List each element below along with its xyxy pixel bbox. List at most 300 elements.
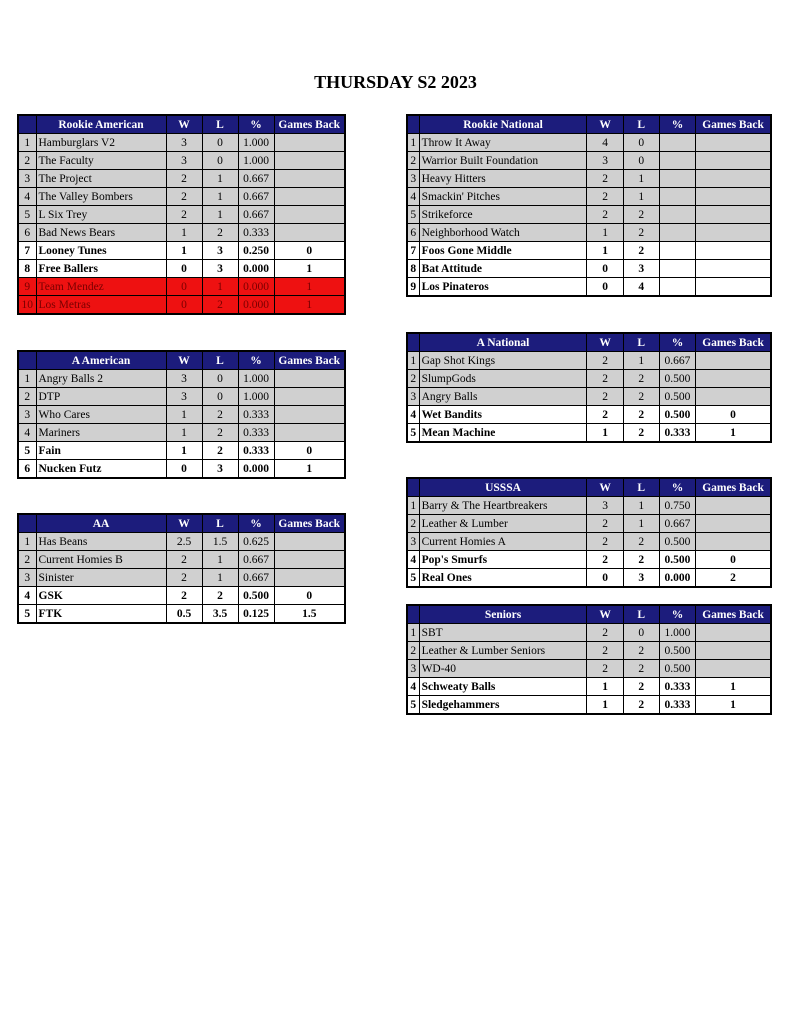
table-row [407,624,771,642]
team-name-cell: Free Ballers [36,260,166,278]
rank-cell: 1 [407,497,419,515]
standings-table-a-american [17,350,346,479]
table-row [407,660,771,678]
losses-header: L [202,514,238,533]
table-row [407,696,771,715]
table-row [18,388,345,406]
wins-cell: 1 [166,424,202,442]
pct-cell: 0.750 [659,497,695,515]
table-row [18,370,345,388]
pct-cell: 0.333 [659,424,695,443]
division-name: AA [36,514,166,533]
games-back-cell [696,188,771,206]
division-name: Seniors [419,605,587,624]
losses-cell: 2 [623,660,659,678]
games-back-cell [696,152,771,170]
pct-cell: 1.000 [659,624,695,642]
games-back-cell: 1 [274,296,345,315]
losses-cell: 1 [202,188,238,206]
wins-cell: 3 [587,497,623,515]
losses-cell: 2 [623,206,659,224]
table-row [407,134,771,152]
games-back-cell: 0 [696,406,771,424]
table-row [407,497,771,515]
games-back-cell: 0 [274,442,345,460]
header-rank-cell [18,514,36,533]
team-name-cell: Pop's Smurfs [419,551,587,569]
pct-cell: 0.667 [238,569,274,587]
table-row [407,551,771,569]
rank-cell: 6 [407,224,419,242]
losses-cell: 0 [623,624,659,642]
losses-cell: 1 [623,515,659,533]
rank-cell: 2 [407,642,419,660]
games-back-cell [696,260,771,278]
pct-cell: 0.500 [659,551,695,569]
team-name-cell: Barry & The Heartbreakers [419,497,587,515]
team-name-cell: Smackin' Pitches [419,188,587,206]
losses-cell: 1 [202,551,238,569]
pct-cell: 0.250 [238,242,274,260]
pct-cell: 0.500 [659,370,695,388]
wins-cell: 1 [166,242,202,260]
rank-cell: 5 [18,442,36,460]
losses-cell: 0 [202,388,238,406]
wins-cell: 0 [166,296,202,315]
table-row [407,370,771,388]
losses-cell: 2 [623,642,659,660]
wins-cell: 3 [166,134,202,152]
wins-header: W [166,514,202,533]
losses-cell: 2 [623,406,659,424]
team-name-cell: Sinister [36,569,166,587]
team-name-cell: WD-40 [419,660,587,678]
losses-cell: 0 [623,134,659,152]
wins-cell: 1 [587,242,623,260]
games-back-cell [696,278,771,297]
games-back-cell: 1 [696,424,771,443]
team-name-cell: Warrior Built Foundation [419,152,587,170]
pct-cell: 1.000 [238,134,274,152]
pct-cell: 0.667 [659,515,695,533]
losses-header: L [202,115,238,134]
rank-cell: 6 [18,224,36,242]
wins-cell: 2 [587,406,623,424]
standings-table-aa [17,513,346,624]
rank-cell: 5 [18,206,36,224]
table-row [18,188,345,206]
team-name-cell: Who Cares [36,406,166,424]
pct-header: % [659,478,695,497]
table-row [18,424,345,442]
team-name-cell: DTP [36,388,166,406]
team-name-cell: L Six Trey [36,206,166,224]
team-name-cell: Strikeforce [419,206,587,224]
pct-cell: 0.000 [238,460,274,479]
table-row [18,442,345,460]
games-back-header: Games Back [274,351,345,370]
wins-cell: 2 [587,551,623,569]
games-back-cell [696,352,771,370]
header-rank-cell [407,115,419,134]
losses-cell: 2 [202,406,238,424]
rank-cell: 10 [18,296,36,315]
games-back-cell [696,515,771,533]
games-back-cell [274,206,345,224]
pct-cell: 0.000 [238,260,274,278]
losses-cell: 3 [202,460,238,479]
header-row [407,478,771,497]
losses-cell: 2 [623,242,659,260]
pct-cell: 0.500 [659,660,695,678]
games-back-cell: 0 [274,587,345,605]
wins-header: W [166,351,202,370]
wins-cell: 0 [166,260,202,278]
header-rank-cell [18,351,36,370]
pct-cell [659,134,695,152]
games-back-cell [274,134,345,152]
table-row [407,678,771,696]
header-rank-cell [18,115,36,134]
header-rank-cell [407,605,419,624]
pct-cell: 1.000 [238,388,274,406]
table-row [18,260,345,278]
rank-cell: 1 [407,134,419,152]
losses-cell: 3 [623,260,659,278]
rank-cell: 2 [407,515,419,533]
rank-cell: 7 [407,242,419,260]
wins-cell: 2 [587,206,623,224]
team-name-cell: Leather & Lumber [419,515,587,533]
pct-cell [659,278,695,297]
pct-header: % [238,514,274,533]
team-name-cell: Heavy Hitters [419,170,587,188]
games-back-cell: 1.5 [274,605,345,624]
wins-header: W [587,478,623,497]
table-row [407,170,771,188]
pct-cell: 0.333 [659,696,695,715]
rank-cell: 7 [18,242,36,260]
rank-cell: 4 [18,424,36,442]
games-back-cell [696,206,771,224]
table-row [18,605,345,624]
wins-cell: 2 [587,370,623,388]
team-name-cell: Wet Bandits [419,406,587,424]
pct-header: % [659,333,695,352]
header-row [18,514,345,533]
rank-cell: 4 [407,406,419,424]
wins-cell: 2 [587,660,623,678]
table-row [18,587,345,605]
wins-cell: 2 [166,551,202,569]
wins-cell: 2 [587,170,623,188]
rank-cell: 1 [407,352,419,370]
rank-cell: 2 [18,551,36,569]
header-rank-cell [407,478,419,497]
team-name-cell: Team Mendez [36,278,166,296]
pct-header: % [659,605,695,624]
rank-cell: 5 [407,696,419,715]
losses-header: L [623,605,659,624]
pct-cell [659,188,695,206]
games-back-cell: 2 [696,569,771,588]
pct-cell: 0.333 [659,678,695,696]
rank-cell: 5 [18,605,36,624]
rank-cell: 1 [407,624,419,642]
losses-cell: 1 [623,352,659,370]
team-name-cell: GSK [36,587,166,605]
losses-cell: 2 [202,296,238,315]
rank-cell: 4 [18,587,36,605]
rank-cell: 4 [18,188,36,206]
team-name-cell: SBT [419,624,587,642]
pct-cell: 0.333 [238,424,274,442]
games-back-cell [696,224,771,242]
pct-cell: 0.667 [238,188,274,206]
wins-cell: 2 [166,170,202,188]
wins-cell: 1 [166,224,202,242]
team-name-cell: Los Pinateros [419,278,587,297]
team-name-cell: Has Beans [36,533,166,551]
losses-cell: 3.5 [202,605,238,624]
wins-cell: 0 [166,278,202,296]
division-name: Rookie National [419,115,587,134]
rank-cell: 9 [18,278,36,296]
games-back-cell: 0 [274,242,345,260]
rank-cell: 9 [407,278,419,297]
losses-header: L [623,333,659,352]
games-back-header: Games Back [274,115,345,134]
table-row [407,388,771,406]
games-back-cell [696,660,771,678]
rank-cell: 3 [407,388,419,406]
pct-cell: 1.000 [238,152,274,170]
losses-cell: 1 [623,497,659,515]
games-back-cell: 1 [696,696,771,715]
losses-cell: 2 [623,696,659,715]
losses-cell: 3 [623,569,659,588]
table-row [407,406,771,424]
pct-cell [659,224,695,242]
header-rank-cell [407,333,419,352]
losses-cell: 3 [202,242,238,260]
team-name-cell: Mariners [36,424,166,442]
pct-cell: 0.667 [238,206,274,224]
pct-cell: 0.500 [659,642,695,660]
rank-cell: 4 [407,551,419,569]
games-back-cell [274,569,345,587]
rank-cell: 3 [18,406,36,424]
losses-cell: 1.5 [202,533,238,551]
losses-cell: 3 [202,260,238,278]
pct-cell: 0.333 [238,406,274,424]
team-name-cell: Angry Balls 2 [36,370,166,388]
team-name-cell: Sledgehammers [419,696,587,715]
standings-table-usssa [406,477,772,588]
games-back-cell [274,533,345,551]
games-back-header: Games Back [274,514,345,533]
team-name-cell: Mean Machine [419,424,587,443]
losses-cell: 0 [202,370,238,388]
wins-cell: 2 [587,533,623,551]
team-name-cell: Leather & Lumber Seniors [419,642,587,660]
page-title: THURSDAY S2 2023 [314,72,477,92]
team-name-cell: Current Homies B [36,551,166,569]
table-row [18,569,345,587]
team-name-cell: Current Homies A [419,533,587,551]
table-row [18,134,345,152]
table-row [407,533,771,551]
rank-cell: 1 [18,134,36,152]
rank-cell: 3 [407,660,419,678]
rank-cell: 1 [18,533,36,551]
games-back-cell: 1 [274,460,345,479]
table-row [18,206,345,224]
wins-cell: 2 [587,352,623,370]
games-back-header: Games Back [696,333,771,352]
wins-cell: 3 [166,388,202,406]
header-row [407,333,771,352]
losses-cell: 1 [202,206,238,224]
games-back-cell [274,152,345,170]
table-row [407,152,771,170]
team-name-cell: Real Ones [419,569,587,588]
wins-cell: 2.5 [166,533,202,551]
team-name-cell: Bat Attitude [419,260,587,278]
team-name-cell: Looney Tunes [36,242,166,260]
pct-cell: 0.500 [659,533,695,551]
wins-cell: 3 [587,152,623,170]
rank-cell: 2 [18,152,36,170]
games-back-cell [274,388,345,406]
games-back-cell [696,170,771,188]
pct-cell: 0.500 [238,587,274,605]
team-name-cell: Throw It Away [419,134,587,152]
header-row [18,351,345,370]
pct-cell: 0.000 [238,278,274,296]
games-back-header: Games Back [696,605,771,624]
table-row [407,352,771,370]
table-row [407,242,771,260]
games-back-cell: 0 [696,551,771,569]
pct-cell: 0.667 [659,352,695,370]
wins-cell: 2 [587,388,623,406]
losses-cell: 2 [623,370,659,388]
wins-cell: 0.5 [166,605,202,624]
pct-header: % [659,115,695,134]
losses-cell: 1 [623,188,659,206]
table-row [18,406,345,424]
table-row [407,424,771,443]
team-name-cell: Foos Gone Middle [419,242,587,260]
header-row [18,115,345,134]
games-back-cell [274,224,345,242]
pct-cell [659,152,695,170]
losses-cell: 2 [623,388,659,406]
table-row [407,206,771,224]
losses-cell: 4 [623,278,659,297]
table-row [18,170,345,188]
wins-cell: 2 [587,642,623,660]
losses-cell: 1 [623,170,659,188]
pct-cell: 0.667 [238,551,274,569]
table-row [18,278,345,296]
games-back-cell [696,242,771,260]
losses-cell: 2 [623,551,659,569]
losses-cell: 0 [202,134,238,152]
pct-cell: 0.000 [238,296,274,315]
wins-cell: 0 [587,260,623,278]
table-row [407,224,771,242]
games-back-cell [274,424,345,442]
division-name: A National [419,333,587,352]
team-name-cell: The Project [36,170,166,188]
games-back-cell [696,388,771,406]
header-row [407,115,771,134]
division-name: A American [36,351,166,370]
losses-cell: 2 [202,442,238,460]
team-name-cell: FTK [36,605,166,624]
pct-cell: 0.000 [659,569,695,588]
losses-header: L [202,351,238,370]
games-back-cell [274,551,345,569]
wins-header: W [587,115,623,134]
table-row [407,642,771,660]
team-name-cell: SlumpGods [419,370,587,388]
losses-cell: 0 [623,152,659,170]
wins-cell: 1 [587,224,623,242]
rank-cell: 3 [18,569,36,587]
rank-cell: 2 [18,388,36,406]
pct-cell: 1.000 [238,370,274,388]
pct-header: % [238,115,274,134]
losses-cell: 2 [623,224,659,242]
table-row [18,460,345,479]
wins-cell: 2 [166,569,202,587]
games-back-cell [696,370,771,388]
table-row [18,296,345,315]
games-back-header: Games Back [696,115,771,134]
team-name-cell: Schweaty Balls [419,678,587,696]
table-row [407,278,771,297]
rank-cell: 2 [407,370,419,388]
rank-cell: 8 [407,260,419,278]
games-back-cell: 1 [696,678,771,696]
table-row [18,551,345,569]
table-row [18,533,345,551]
games-back-cell: 1 [274,278,345,296]
wins-cell: 1 [587,696,623,715]
losses-cell: 1 [202,170,238,188]
team-name-cell: Los Metras [36,296,166,315]
losses-header: L [623,115,659,134]
table-row [407,569,771,588]
games-back-cell [274,188,345,206]
wins-cell: 0 [587,569,623,588]
rank-cell: 3 [407,170,419,188]
pct-cell [659,260,695,278]
pct-cell: 0.333 [238,224,274,242]
pct-cell: 0.500 [659,406,695,424]
wins-cell: 2 [166,206,202,224]
standings-table-rookie-national [406,114,772,297]
losses-cell: 2 [623,533,659,551]
table-row [407,188,771,206]
wins-cell: 2 [587,624,623,642]
rank-cell: 4 [407,188,419,206]
team-name-cell: The Faculty [36,152,166,170]
team-name-cell: Bad News Bears [36,224,166,242]
